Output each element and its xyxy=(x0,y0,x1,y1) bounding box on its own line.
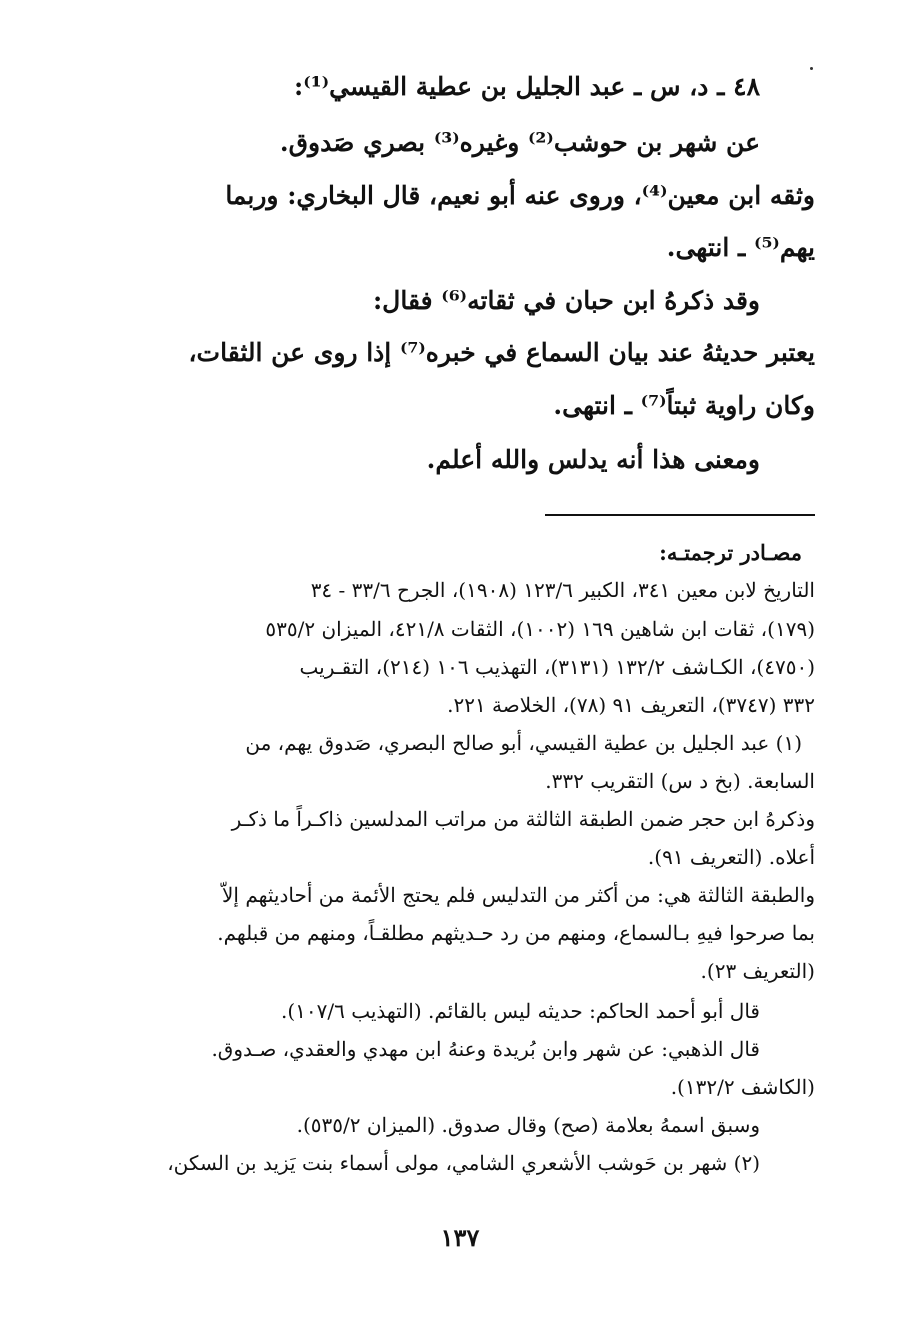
footnote-1-line-9: قال الذهبي: عن شهر وابن بُريدة وعنهُ ابن مهدي والعقدي، صـدوق. xyxy=(211,1037,760,1061)
main-line-6: يعتبر حديثهُ عند بيان السماع في خبره⁽⁷⁾ إذا روى عن الثقات، xyxy=(188,338,815,367)
sources-line-3: (٤٧٥٠)، الكـاشف ١٣٢/٢ (٣١٣١)، التهذيب ١٠٦ (٢١٤)، التقـريب xyxy=(299,655,815,679)
footnote-1-line-11: وسبق اسمهُ بعلامة (صح) وقال صدوق. (الميزان ٥٣٥/٢). xyxy=(296,1113,760,1137)
footnote-1-line-3: وذكرهُ ابن حجر ضمن الطبقة الثالثة من مراتب المدلسين ذاكـراً ما ذكـر xyxy=(231,807,815,831)
main-line-7: وكان راوية ثبتاً⁽⁷⁾ ـ انتهى. xyxy=(553,391,815,420)
sources-line-4: ٣٣٢ (٣٧٤٧)، التعريف ٩١ (٧٨)، الخلاصة ٢٢١. xyxy=(447,693,815,717)
footnote-1-line-4: أعلاه. (التعريف ٩١). xyxy=(647,845,815,869)
main-line-8: ومعنى هذا أنه يدلس والله أعلم. xyxy=(426,445,760,474)
sources-line-1: التاريخ لابن معين ٣٤١، الكبير ١٢٣/٦ (١٩٠٨)، الجرح ٣٣/٦ - ٣٤ xyxy=(310,578,815,602)
ink-speck xyxy=(810,67,813,70)
main-line-3: وثقه ابن معين⁽⁴⁾، وروى عنه أبو نعيم، قال البخاري: وربما xyxy=(225,181,815,210)
entry-heading: ٤٨ ـ د، س ـ عبد الجليل بن عطية القيسي⁽¹⁾: xyxy=(294,72,760,101)
sources-heading: مصـادر ترجمتـه: xyxy=(659,540,802,565)
footnote-1-line-8: قال أبو أحمد الحاكم: حديثه ليس بالقائم. (التهذيب ١٠٧/٦). xyxy=(280,999,760,1023)
footnote-1-line-7: (التعريف ٢٣). xyxy=(700,959,815,983)
main-line-2: عن شهر بن حوشب⁽²⁾ وغيره⁽³⁾ بصري صَدوق. xyxy=(279,128,760,157)
footnote-1-line-1: (١) عبد الجليل بن عطية القيسي، أبو صالح البصري، صَدوق يهم، من xyxy=(245,731,802,755)
main-line-4: يهم⁽⁵⁾ ـ انتهى. xyxy=(666,233,815,262)
main-line-5: وقد ذكرهُ ابن حبان في ثقاته⁽⁶⁾ فقال: xyxy=(372,286,760,315)
footnote-1-line-6: بما صرحوا فيهِ بـالسماع، ومنهم من رد حـديثهم مطلقـاً، ومنهم من قبلهم. xyxy=(217,921,815,945)
footnote-separator xyxy=(545,514,815,516)
page-number: ١٣٧ xyxy=(440,1223,480,1252)
footnote-1-line-5: والطبقة الثالثة هي: من أكثر من التدليس فلم يحتج الأئمة من أحاديثهم إلاّ xyxy=(222,883,815,907)
footnote-1-line-2: السابعة. (بخ د س) التقريب ٣٣٢. xyxy=(545,769,815,793)
footnote-2-line-1: (٢) شهر بن حَوشب الأشعري الشامي، مولى أسماء بنت يَزيد بن السكن، xyxy=(167,1151,760,1175)
sources-line-2: (١٧٩)، ثقات ابن شاهين ١٦٩ (١٠٠٢)، الثقات ٤٢١/٨، الميزان ٥٣٥/٢ xyxy=(265,617,815,641)
footnote-1-line-10: (الكاشف ١٣٢/٢). xyxy=(670,1075,815,1099)
